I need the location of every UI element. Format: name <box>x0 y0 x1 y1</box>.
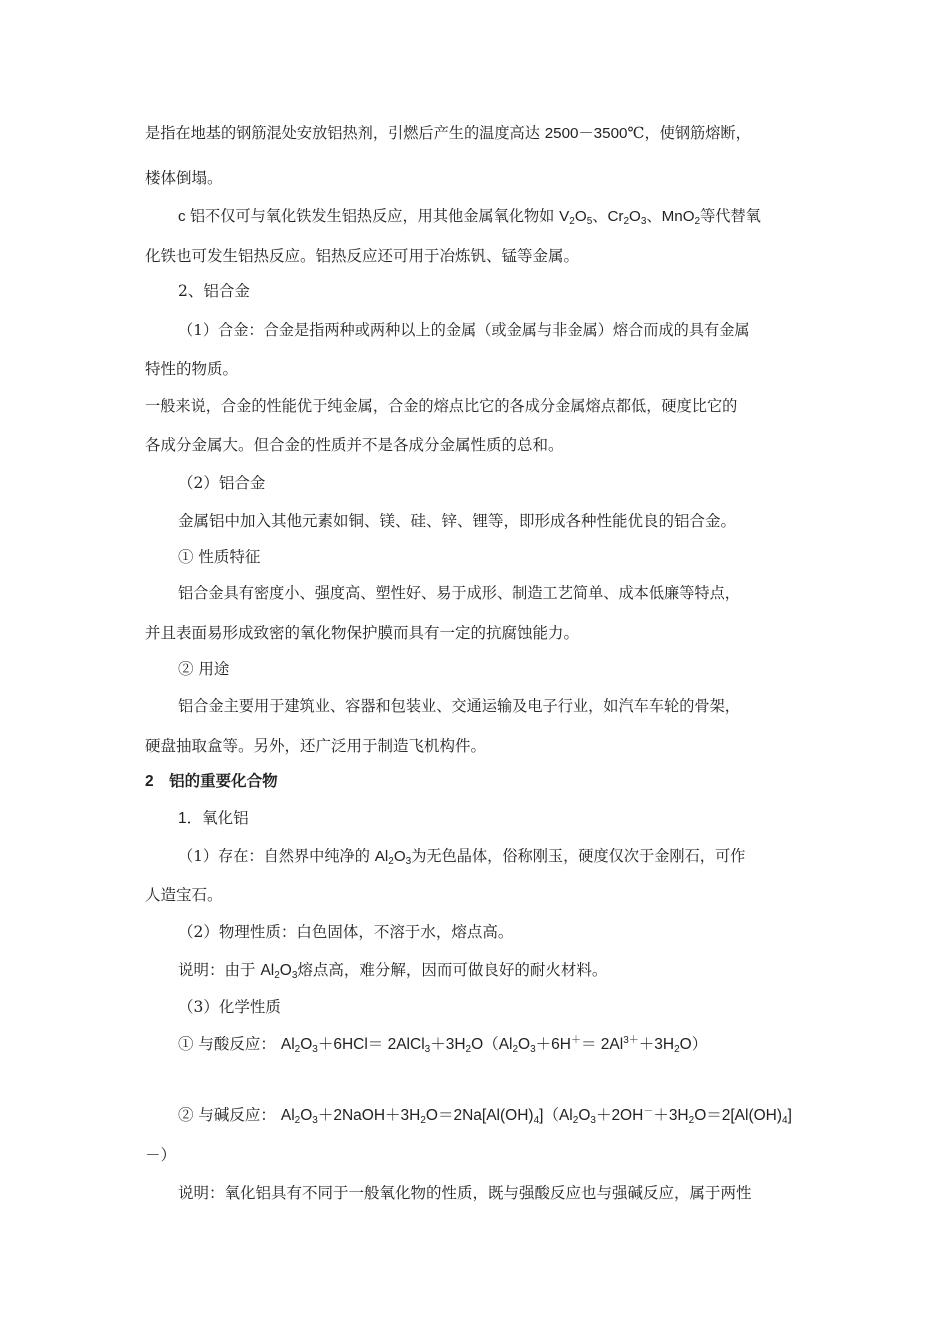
text-line: 并且表面易形成致密的氧化物保护膜而具有一定的抗腐蚀能力。 <box>145 624 580 642</box>
sub-heading: （3）化学性质 <box>178 998 281 1016</box>
text-line: 人造宝石。 <box>145 886 223 904</box>
sub-heading: ① 性质特征 <box>178 548 261 566</box>
text-line: 是指在地基的钢筋混处安放铝热剂，引燃后产生的温度高达 2500－3500℃，使钢筋熔断， <box>145 124 751 142</box>
text-line: 铝合金具有密度小、强度高、塑性好、易于成形、制造工艺简单、成本低廉等特点， <box>178 584 740 602</box>
sub-heading: （2）铝合金 <box>178 474 266 492</box>
text-line: （2）物理性质：白色固体，不溶于水，熔点高。 <box>178 923 514 941</box>
equation-acid: ① 与酸反应： $Al_2O_3+6HCl=$ $2AlCl_3+3H_2O(Al_2O_3+6H^+= 2Al^{3+}+3H_2O)$ <box>178 1035 708 1055</box>
equation-base: ② 与碱反应： $Al_2O_3+2NaOH+3H_2O=2Na[Al(OH)_4](Al_2O_3+2OH^-+3H_2O=2[Al(OH)_4]$ <box>178 1106 792 1126</box>
text-line: 化铁也可发生铝热反应。铝热反应还可用于冶炼钒、锰等金属。 <box>145 247 580 265</box>
section-heading: 2、铝合金 <box>178 282 250 300</box>
text-line: 一般来说，合金的性能优于纯金属，合金的熔点比它的各成分金属熔点都低，硬度比它的 <box>145 397 738 415</box>
text-line: 铝合金主要用于建筑业、容器和包装业、交通运输及电子行业，如汽车车轮的骨架， <box>178 697 740 715</box>
text-line: 各成分金属大。但合金的性质并不是各成分金属性质的总和。 <box>145 436 564 454</box>
text-line: c 铝不仅可与氧化铁发生铝热反应，用其他金属氧化物如 $V_2O_5$、$Cr_2O_3$、MnO$_2$等代替氧 <box>178 207 761 227</box>
text-line: （1）存在：自然界中纯净的 $Al_2O_3$为无色晶体，俗称刚玉，硬度仅次于金刚石，可作 <box>178 847 746 867</box>
text-line: 硬盘抽取盒等。另外，还广泛用于制造飞机构件。 <box>145 737 487 755</box>
text-line: 特性的物质。 <box>145 360 239 378</box>
text-line: 楼体倒塌。 <box>145 169 223 187</box>
text-line: 金属铝中加入其他元素如铜、镁、硅、锌、锂等，即形成各种性能优良的铝合金。 <box>178 512 737 530</box>
sub-heading: 1．氧化铝 <box>178 809 249 827</box>
text-line: （1）合金：合金是指两种或两种以上的金属（或金属与非金属）熔合而成的具有金属 <box>178 321 750 339</box>
text-line: －） <box>145 1146 177 1164</box>
text-line: 说明：由于 $Al_2O_3$熔点高，难分解，因而可做良好的耐火材料。 <box>178 961 608 981</box>
sub-heading: ② 用途 <box>178 660 230 678</box>
section-heading: 2 铝的重要化合物 <box>145 773 278 790</box>
text-line: 说明：氧化铝具有不同于一般氧化物的性质，既与强酸反应也与强碱反应，属于两性 <box>178 1184 752 1202</box>
